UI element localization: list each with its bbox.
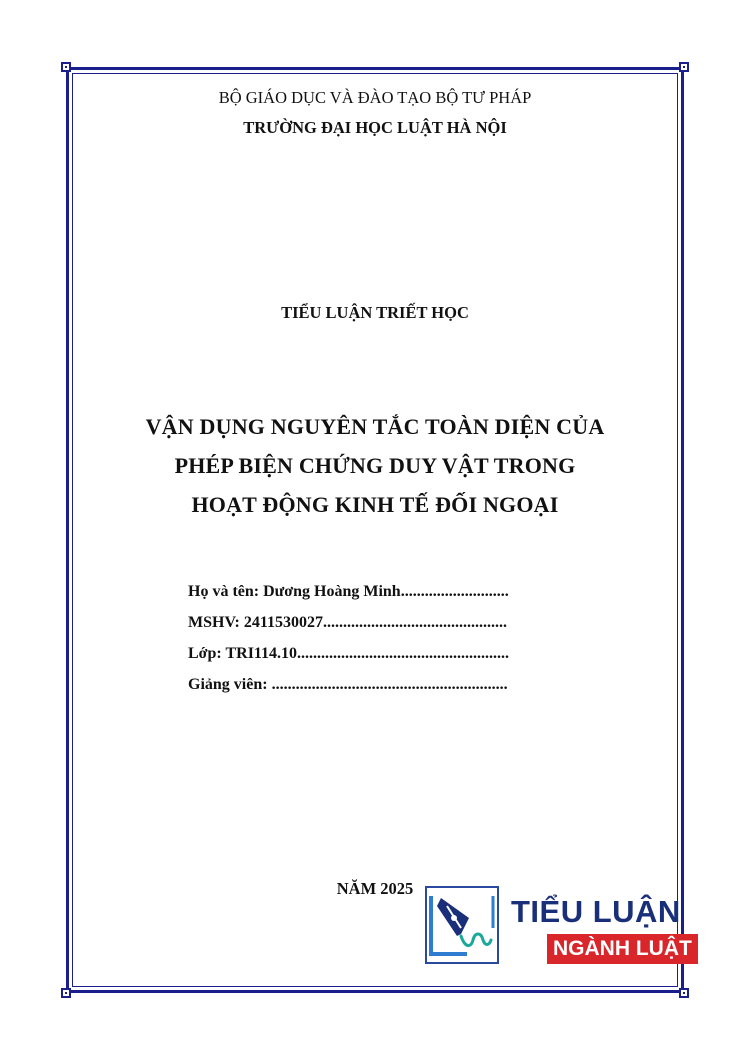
- essay-title-line-1: VẬN DỤNG NGUYÊN TẮC TOÀN DIỆN CỦA: [145, 414, 605, 439]
- year-label: NĂM 2025: [336, 879, 414, 898]
- pen-nib-icon: [425, 886, 499, 964]
- class-line: Lớp: TRI114.10.....................................................: [188, 645, 510, 662]
- essay-title-line-3: HOẠT ĐỘNG KINH TẾ ĐỐI NGOẠI: [191, 492, 559, 517]
- essay-type: TIỂU LUẬN TRIẾT HỌC: [281, 303, 469, 322]
- watermark-logo: [425, 886, 692, 968]
- logo-title: TIỂU LUẬN: [511, 894, 681, 929]
- student-id-line: MSHV: 2411530027..............................................: [188, 614, 507, 631]
- border-corner-top-left: [61, 62, 71, 72]
- border-corner-top-right: [679, 62, 689, 72]
- essay-title-line-2: PHÉP BIỆN CHỨNG DUY VẬT TRONG: [174, 453, 576, 478]
- border-corner-bottom-left: [61, 988, 71, 998]
- border-corner-bottom-right: [679, 988, 689, 998]
- lecturer-line: Giảng viên: ...........................................................: [188, 676, 508, 693]
- university-heading: TRƯỜNG ĐẠI HỌC LUẬT HÀ NỘI: [243, 118, 507, 137]
- page-border-inner: [72, 73, 678, 987]
- student-name-line: Họ và tên: Dương Hoàng Minh...........................: [188, 583, 509, 600]
- logo-badge: NGÀNH LUẬT: [547, 934, 698, 964]
- ministry-heading: BỘ GIÁO DỤC VÀ ĐÀO TẠO BỘ TƯ PHÁP: [218, 88, 532, 107]
